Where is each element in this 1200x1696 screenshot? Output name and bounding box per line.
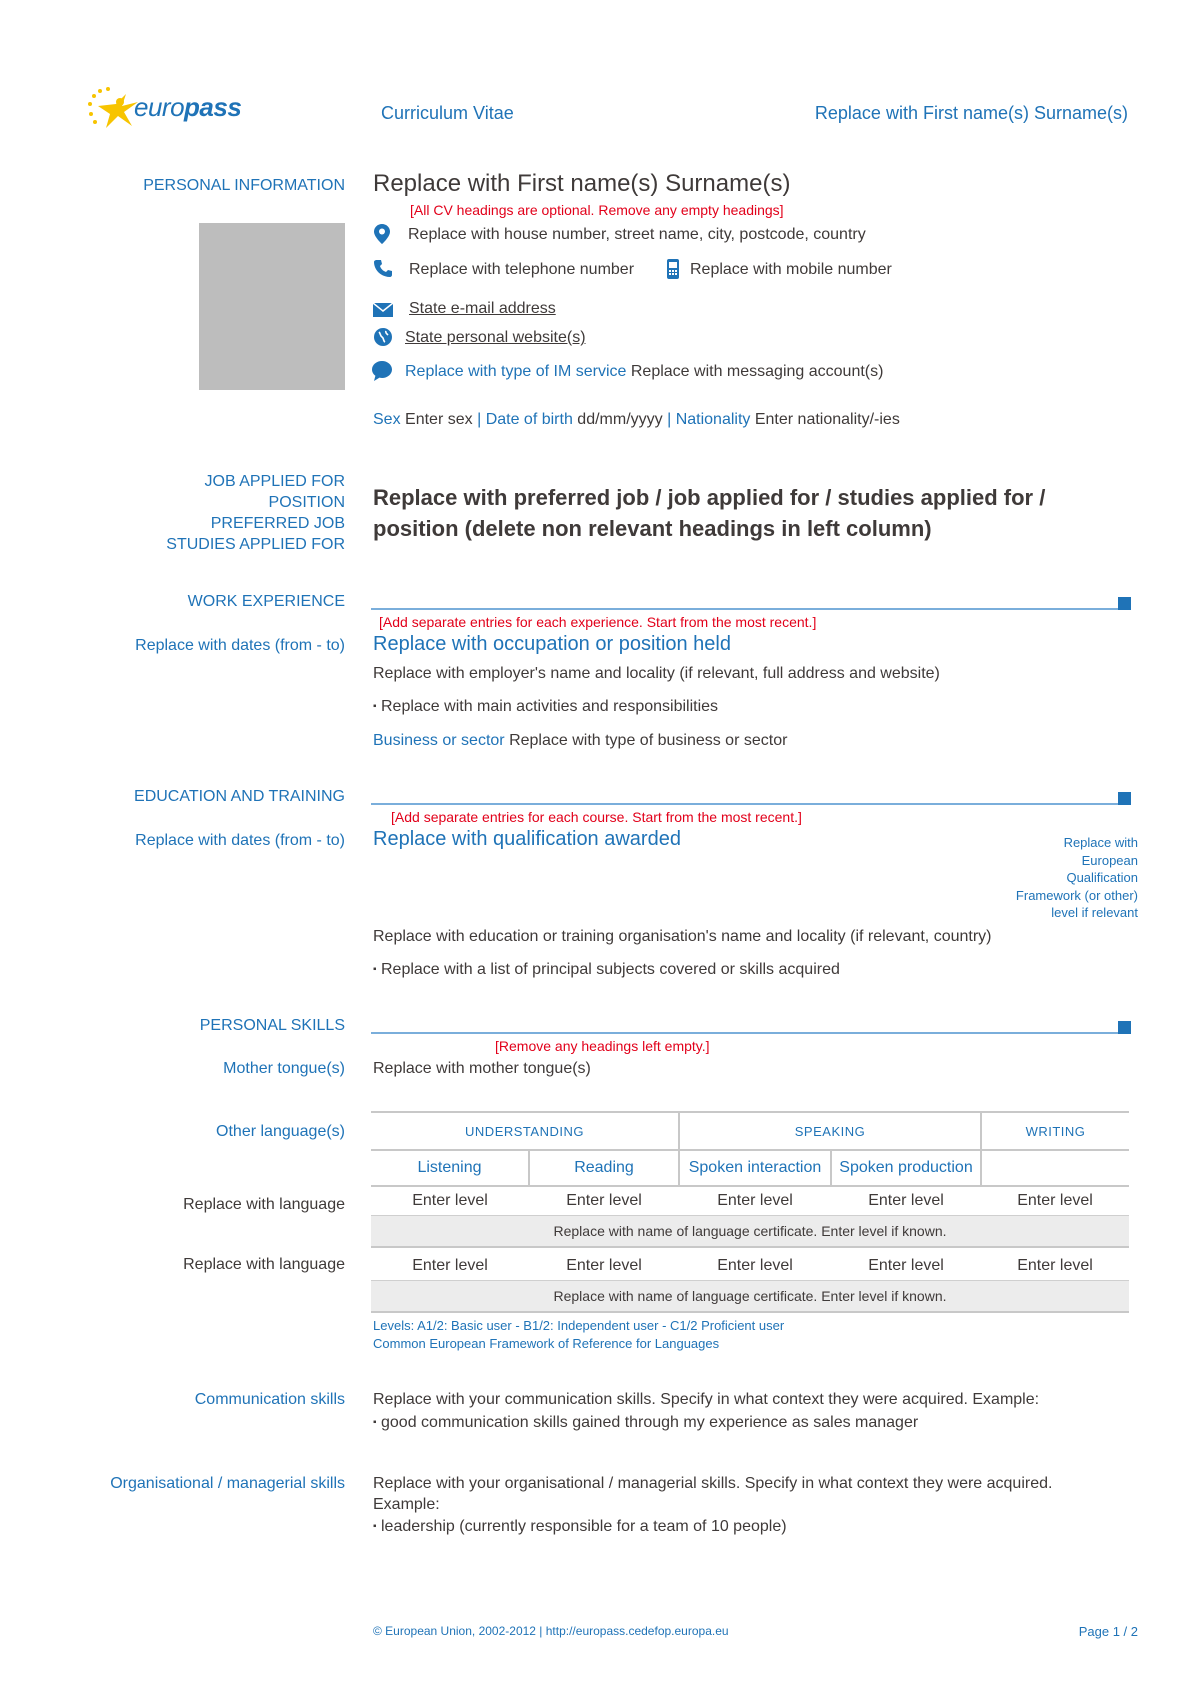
other-languages-label: Other language(s) [216, 1123, 345, 1140]
skills-note: [Remove any headings left empty.] [495, 1038, 710, 1054]
personal-skills-label: PERSONAL SKILLS [199, 1017, 345, 1034]
job-text-line2: position (delete non relevant headings in left column) [373, 516, 932, 541]
writing-header: WRITING [981, 1112, 1129, 1150]
footer-page-number: Page 1 / 2 [1078, 1624, 1138, 1639]
eqf-line: European [1081, 852, 1138, 868]
level-cell[interactable]: Enter level [717, 1192, 793, 1209]
logo-text-pass: pass [184, 92, 242, 122]
occupation-title: Replace with occupation or position held [373, 633, 731, 655]
table-header-row [371, 1112, 1129, 1150]
mobile-phone-icon [667, 259, 679, 279]
europass-logo [86, 86, 256, 136]
organisation-text: Replace with education or training organisation's name and locality (if relevant, country) [373, 928, 992, 945]
dob-label: Date of birth [485, 411, 573, 428]
organisational-skills-example: Example: [373, 1496, 440, 1513]
work-note: [Add separate entries for each experience. Start from the most recent.] [379, 614, 817, 630]
logo-text [134, 92, 241, 123]
email-envelope-icon [373, 303, 393, 317]
bullet-marker: ▪ [373, 1417, 377, 1428]
certificate-row [371, 1216, 1129, 1248]
instant-messaging-icon [372, 361, 392, 381]
address-text: Replace with house number, street name, city, postcode, country [408, 226, 866, 243]
spoken-production-header: Spoken production [831, 1150, 981, 1186]
logo-text-euro: euro [134, 92, 185, 122]
personal-information-label: PERSONAL INFORMATION [143, 177, 345, 194]
education-dates: Replace with dates (from - to) [135, 832, 345, 849]
section-rule [371, 1032, 1128, 1034]
im-type: Replace with type of IM service [405, 363, 627, 380]
mother-tongue-value: Replace with mother tongue(s) [373, 1060, 591, 1077]
section-marker [1118, 597, 1131, 610]
nationality-value: Enter nationality/-ies [754, 411, 900, 428]
im-account: Replace with messaging account(s) [630, 363, 884, 380]
business-label: Business or sector [373, 732, 505, 749]
level-cell[interactable]: Enter level [566, 1257, 642, 1274]
reading-header: Reading [529, 1150, 679, 1186]
work-dates: Replace with dates (from - to) [135, 637, 345, 654]
eqf-line: level if relevant [1051, 905, 1138, 920]
employer-text: Replace with employer's name and locality (if relevant, full address and website) [373, 665, 940, 682]
sex-label: Sex [373, 411, 401, 428]
job-text-line1: Replace with preferred job / job applied for / studies applied for / [373, 485, 1046, 510]
spoken-interaction-header: Spoken interaction [679, 1150, 831, 1186]
photo-placeholder [199, 223, 345, 390]
studies-applied-for-label: STUDIES APPLIED FOR [166, 536, 345, 553]
levels-note: Levels: A1/2: Basic user - B1/2: Independent user - C1/2 Proficient user [373, 1318, 785, 1333]
table-subheader-row [371, 1150, 1129, 1186]
bullet-marker: ▪ [373, 964, 377, 975]
organisational-bullet-text: leadership (currently responsible for a team of 10 people) [381, 1518, 787, 1536]
eqf-line: Framework (or other) [1015, 887, 1138, 903]
level-cell[interactable]: Enter level [412, 1257, 488, 1274]
level-cell[interactable]: Enter level [868, 1192, 944, 1209]
sex-value: Enter sex [405, 411, 473, 428]
section-rule [371, 803, 1128, 805]
level-cell[interactable]: Enter level [412, 1192, 488, 1209]
section-marker [1118, 792, 1131, 805]
speaking-header: SPEAKING [679, 1112, 981, 1150]
listening-header: Listening [371, 1150, 529, 1186]
activities-item [373, 697, 718, 717]
language-row-label: Replace with language [183, 1256, 345, 1273]
subjects-item [373, 960, 840, 980]
language-row-label: Replace with language [183, 1196, 345, 1213]
bullet-marker: ▪ [373, 701, 377, 712]
certificate-row [371, 1281, 1129, 1313]
qualification-title: Replace with qualification awarded [373, 828, 681, 850]
communication-skills-label: Communication skills [194, 1391, 345, 1408]
separator: | [477, 411, 482, 428]
dob-value: dd/mm/yyyy [577, 411, 663, 428]
telephone-icon [374, 259, 392, 277]
separator: | [667, 411, 672, 428]
work-experience-label: WORK EXPERIENCE [187, 593, 345, 610]
level-cell[interactable]: Enter level [566, 1192, 642, 1209]
header-name: Replace with First name(s) Surname(s) [814, 103, 1128, 123]
organisational-skills-text: Replace with your organisational / managerial skills. Specify in what context they were acquired. [373, 1475, 1053, 1492]
activities-text: Replace with main activities and responsibilities [381, 698, 719, 716]
level-cell[interactable]: Enter level [1017, 1192, 1093, 1209]
mobile-text: Replace with mobile number [690, 261, 892, 278]
section-marker [1118, 1021, 1131, 1034]
table-row [371, 1252, 1129, 1281]
communication-bullet [373, 1413, 918, 1433]
location-pin-icon [374, 224, 390, 244]
preferred-job-label: PREFERRED JOB [210, 515, 345, 532]
communication-bullet-text: good communication skills gained through my experience as sales manager [381, 1414, 919, 1432]
website-link[interactable]: State personal website(s) [405, 329, 586, 346]
level-cell[interactable]: Enter level [717, 1257, 793, 1274]
eqf-line: Qualification [1066, 870, 1138, 885]
cefr-link[interactable]: Common European Framework of Reference for Languages [373, 1336, 720, 1351]
email-link[interactable]: State e-mail address [409, 300, 556, 317]
eqf-level [998, 834, 1138, 922]
certificate-text: Replace with name of language certificate. Enter level if known. [371, 1216, 1129, 1248]
eqf-line: Replace with [1063, 835, 1138, 850]
footer-copyright: © European Union, 2002-2012 | http://europass.cedefop.europa.eu [373, 1624, 729, 1638]
understanding-header: UNDERSTANDING [371, 1112, 679, 1150]
business-line [373, 731, 787, 751]
mother-tongue-label: Mother tongue(s) [223, 1060, 345, 1077]
organisational-skills-label: Organisational / managerial skills [110, 1475, 345, 1492]
subjects-text: Replace with a list of principal subjects covered or skills acquired [381, 961, 840, 979]
certificate-text: Replace with name of language certificate. Enter level if known. [371, 1281, 1129, 1313]
bullet-marker: ▪ [373, 1521, 377, 1532]
job-applied-for-label: JOB APPLIED FOR [204, 473, 345, 490]
communication-skills-text: Replace with your communication skills. Specify in what context they were acquired. Example: [373, 1391, 1040, 1408]
website-globe-icon [374, 328, 392, 346]
business-value: Replace with type of business or sector [509, 732, 788, 749]
education-note: [Add separate entries for each course. Start from the most recent.] [391, 809, 802, 825]
language-skills-table [371, 1111, 1129, 1313]
im-line [405, 362, 883, 382]
candidate-name: Replace with First name(s) Surname(s) [373, 170, 791, 197]
table-row [371, 1186, 1129, 1216]
level-cell[interactable]: Enter level [868, 1257, 944, 1274]
writing-subheader [981, 1150, 1129, 1186]
education-training-label: EDUCATION AND TRAINING [134, 788, 345, 805]
section-rule [371, 608, 1128, 610]
personal-note: [All CV headings are optional. Remove any empty headings] [410, 202, 784, 218]
position-label: POSITION [268, 494, 345, 511]
level-cell[interactable]: Enter level [1017, 1257, 1093, 1274]
doc-title: Curriculum Vitae [381, 103, 514, 123]
nationality-label: Nationality [675, 411, 751, 428]
telephone-text: Replace with telephone number [409, 261, 635, 278]
organisational-bullet [373, 1517, 787, 1537]
personal-details-line [373, 410, 900, 430]
